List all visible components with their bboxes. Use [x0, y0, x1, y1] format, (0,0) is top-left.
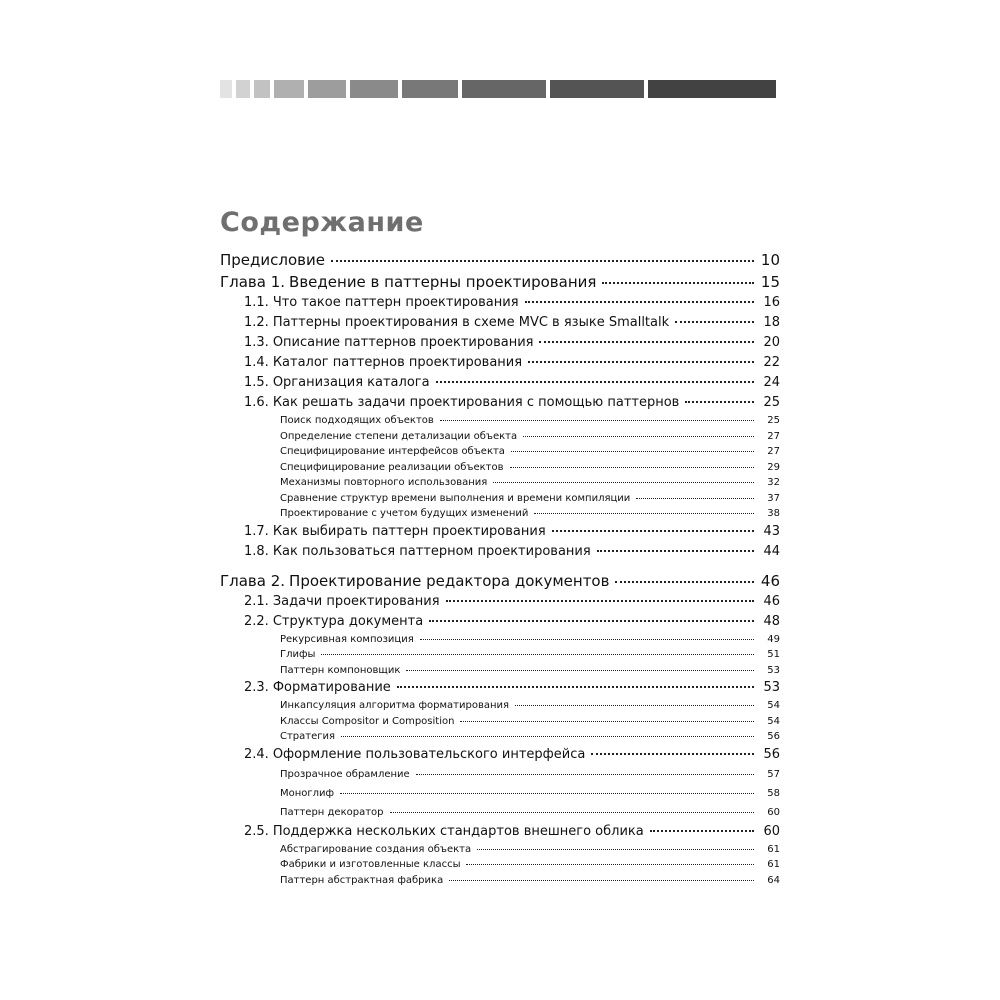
toc-subsection-entry [220, 444, 780, 460]
toc-page-number: 18 [763, 315, 780, 330]
toc-page-number: 51 [767, 649, 780, 660]
toc-dot-leader [449, 880, 754, 881]
toc-page-number: 54 [767, 715, 780, 727]
toc-page-number: 43 [763, 523, 780, 539]
toc-entry-number: Глава 2. [220, 571, 286, 590]
toc-dot-leader [390, 812, 754, 813]
toc-page-number: 61 [767, 859, 780, 870]
toc-dot-leader [466, 864, 754, 865]
toc-entry-title: Стратегия [280, 731, 336, 742]
toc-section-entry [220, 293, 780, 313]
toc-subsection-entry [220, 506, 780, 522]
toc-page-number: 64 [767, 874, 780, 886]
toc-entry-number: 2.3. [244, 680, 269, 695]
toc-page-number: 25 [763, 395, 780, 410]
toc-dot-leader [331, 260, 754, 262]
toc-entry-number: 2.5. [244, 823, 269, 839]
toc-entry-number: 1.5. [244, 375, 269, 390]
toc-page-number: 37 [767, 492, 780, 504]
toc-entry-title: Моноглиф [280, 787, 335, 799]
toc-entry-title: Паттерн декоратор [280, 806, 384, 818]
toc-section-entry [220, 373, 780, 393]
header-bar-segment [648, 80, 776, 98]
toc-dot-leader [552, 530, 754, 532]
toc-dot-leader [341, 736, 754, 737]
toc-page-number: 57 [767, 768, 780, 780]
toc-page-number: 15 [760, 273, 780, 291]
toc-subsection-entry [220, 491, 780, 507]
toc-dot-leader [511, 451, 754, 452]
toc-dot-leader [440, 420, 754, 421]
toc-dot-leader [515, 705, 754, 706]
toc-entry-title: Проектирование с учетом будущих изменений [280, 508, 529, 519]
toc-entry-title: Оформление пользовательского интерфейса [272, 746, 586, 762]
toc-subsection-entry [220, 663, 780, 679]
toc-dot-leader [493, 482, 754, 483]
toc-page-number: 49 [767, 633, 780, 645]
toc-title: Содержание [220, 207, 424, 238]
toc-entry-title: Поддержка нескольких стандартов внешнего облика [272, 823, 644, 839]
toc-subsection-entry [220, 873, 780, 889]
toc-section-entry [220, 393, 780, 413]
toc-subsection-entry [220, 413, 780, 429]
toc-subsection-entry [220, 460, 780, 476]
toc-dot-leader [340, 793, 754, 794]
toc-subsection-entry [220, 632, 780, 648]
toc-entry-title: Поиск подходящих объектов [280, 415, 434, 426]
header-bar-segment [254, 80, 270, 98]
toc-page-number: 56 [767, 731, 780, 742]
toc-dot-leader [446, 600, 754, 602]
toc-subsection-entry [220, 803, 780, 822]
toc-section-entry [220, 313, 780, 333]
toc-entry-title: Форматирование [272, 680, 391, 695]
toc-dot-leader [602, 282, 754, 284]
toc-entry-title: Абстрагирование создания объекта [280, 843, 472, 855]
toc-page-number: 24 [763, 375, 780, 390]
toc-entry-title: Описание паттернов проектирования [272, 335, 534, 350]
toc-section-entry [220, 542, 780, 562]
toc-dot-leader [685, 401, 754, 403]
toc-entry-number: 1.6. [244, 395, 269, 410]
toc-dot-leader [510, 467, 754, 468]
toc-page-number: 27 [767, 430, 780, 442]
toc-dot-leader [636, 498, 754, 499]
toc-subsection-entry [220, 475, 780, 491]
toc-page-number: 58 [767, 787, 780, 799]
toc-page-number: 32 [767, 477, 780, 488]
toc-entry-title: Каталог паттернов проектирования [272, 355, 523, 370]
header-bar-segment [236, 80, 250, 98]
toc-page-number: 61 [767, 843, 780, 855]
toc-dot-leader [650, 830, 754, 832]
toc-entry-title: Специфицирование реализации объектов [280, 461, 504, 473]
toc-entry-number: 1.2. [244, 315, 269, 330]
toc-entry-title: Организация каталога [272, 375, 430, 390]
toc-section-entry [220, 678, 780, 698]
toc-section-entry [220, 333, 780, 353]
toc-page-number: 22 [763, 355, 780, 370]
toc-dot-leader [591, 753, 754, 755]
toc-dot-leader [406, 670, 754, 671]
toc-entry-title: Глифы [280, 649, 316, 660]
toc-entry-title: Проектирование редактора документов [289, 571, 610, 590]
toc-chapter-entry [220, 271, 780, 293]
toc-entry-title: Предисловие [220, 251, 325, 269]
toc-entry-number: 2.2. [244, 613, 269, 629]
toc-dot-leader [528, 361, 754, 363]
toc-entry-title: Задачи проектирования [272, 593, 440, 609]
toc-dot-leader [460, 721, 754, 722]
toc-section-entry [220, 612, 780, 632]
toc-entry-number: 1.4. [244, 355, 269, 370]
toc-entry-title: Введение в паттерны проектирования [289, 273, 597, 291]
toc-page-number: 46 [760, 571, 780, 590]
toc-entry-number: 1.7. [244, 523, 269, 539]
toc-page-number: 44 [763, 543, 780, 559]
toc-subsection-entry [220, 647, 780, 663]
toc-section-entry [220, 822, 780, 842]
toc-subsection-entry [220, 765, 780, 784]
toc-dot-leader [675, 321, 754, 323]
toc-entry-title: Фабрики и изготовленные классы [280, 859, 461, 870]
toc-dot-leader [321, 654, 754, 655]
toc-entry-title: Рекурсивная композиция [280, 633, 414, 645]
toc-entry-title: Сравнение структур времени выполнения и времени компиляции [280, 492, 631, 504]
toc-entry-title: Прозрачное обрамление [280, 768, 410, 780]
toc-entry-title: Определение степени детализации объекта [280, 430, 518, 442]
toc-page-number: 48 [763, 613, 780, 629]
header-bar-segment [308, 80, 346, 98]
toc-entry-number: 2.4. [244, 746, 269, 762]
toc-chapter-entry [220, 570, 780, 592]
toc-page-number: 60 [767, 806, 780, 818]
toc-entry-title: Что такое паттерн проектирования [272, 295, 519, 310]
toc-entry-title: Как пользоваться паттерном проектирования [272, 543, 591, 559]
toc-entry-title: Как решать задачи проектирования с помощью паттернов [272, 395, 680, 410]
toc-entry-title: Структура документа [272, 613, 424, 629]
toc-entry-title: Паттерны проектирования в схеме MVC в языке Smalltalk [272, 315, 670, 330]
toc-page-number: 54 [767, 700, 780, 711]
toc-dot-leader [615, 581, 754, 583]
toc-page-number: 29 [767, 461, 780, 473]
toc-dot-leader [525, 301, 754, 303]
toc-subsection-entry [220, 842, 780, 858]
toc-subsection-entry [220, 784, 780, 803]
toc-section-entry [220, 522, 780, 542]
toc-page-number: 46 [763, 593, 780, 609]
toc-entry-number: Глава 1. [220, 273, 286, 291]
toc-dot-leader [416, 774, 754, 775]
toc-subsection-entry [220, 698, 780, 714]
toc-section-entry [220, 353, 780, 373]
toc-dot-leader [539, 341, 754, 343]
toc-page-number: 60 [763, 823, 780, 839]
toc-page-number: 38 [767, 508, 780, 519]
header-bar-segment [550, 80, 644, 98]
toc-entry-title: Как выбирать паттерн проектирования [272, 523, 546, 539]
toc-page-number: 56 [763, 746, 780, 762]
header-bar-segment [402, 80, 458, 98]
toc-dot-leader [534, 513, 754, 514]
header-bar-segment [274, 80, 304, 98]
toc-page-number: 53 [763, 680, 780, 695]
toc-entry-title: Паттерн компоновщик [280, 664, 401, 676]
toc-entry-number: 1.3. [244, 335, 269, 350]
toc-subsection-entry [220, 714, 780, 730]
toc-entry-title: Механизмы повторного использования [280, 477, 488, 488]
toc-dot-leader [477, 849, 754, 850]
toc-page-number: 53 [767, 664, 780, 676]
header-bar-segment [462, 80, 546, 98]
toc-subsection-entry [220, 429, 780, 445]
toc-entry-number: 2.1. [244, 593, 269, 609]
header-bar-segment [350, 80, 398, 98]
toc-entry-number: 1.1. [244, 295, 269, 310]
toc-subsection-entry [220, 857, 780, 873]
table-of-contents [220, 249, 780, 888]
toc-chapter-entry [220, 249, 780, 271]
toc-section-entry [220, 592, 780, 612]
toc-subsection-entry [220, 729, 780, 745]
toc-dot-leader [429, 620, 754, 622]
toc-entry-title: Специфицирование интерфейсов объекта [280, 446, 505, 457]
toc-page-number: 25 [767, 415, 780, 426]
toc-dot-leader [436, 381, 754, 383]
toc-entry-title: Классы Compositor и Composition [280, 715, 455, 727]
header-gradient-bar [220, 80, 780, 98]
toc-page-number: 16 [763, 295, 780, 310]
toc-entry-title: Инкапсуляция алгоритма форматирования [280, 700, 510, 711]
toc-dot-leader [597, 550, 754, 552]
toc-dot-leader [397, 686, 754, 688]
toc-dot-leader [523, 436, 754, 437]
toc-page-number: 10 [760, 251, 780, 269]
toc-entry-title: Паттерн абстрактная фабрика [280, 874, 444, 886]
toc-entry-number: 1.8. [244, 543, 269, 559]
toc-dot-leader [420, 639, 754, 640]
toc-page-number: 20 [763, 335, 780, 350]
header-bar-segment [220, 80, 232, 98]
toc-section-entry [220, 745, 780, 765]
toc-page-number: 27 [767, 446, 780, 457]
